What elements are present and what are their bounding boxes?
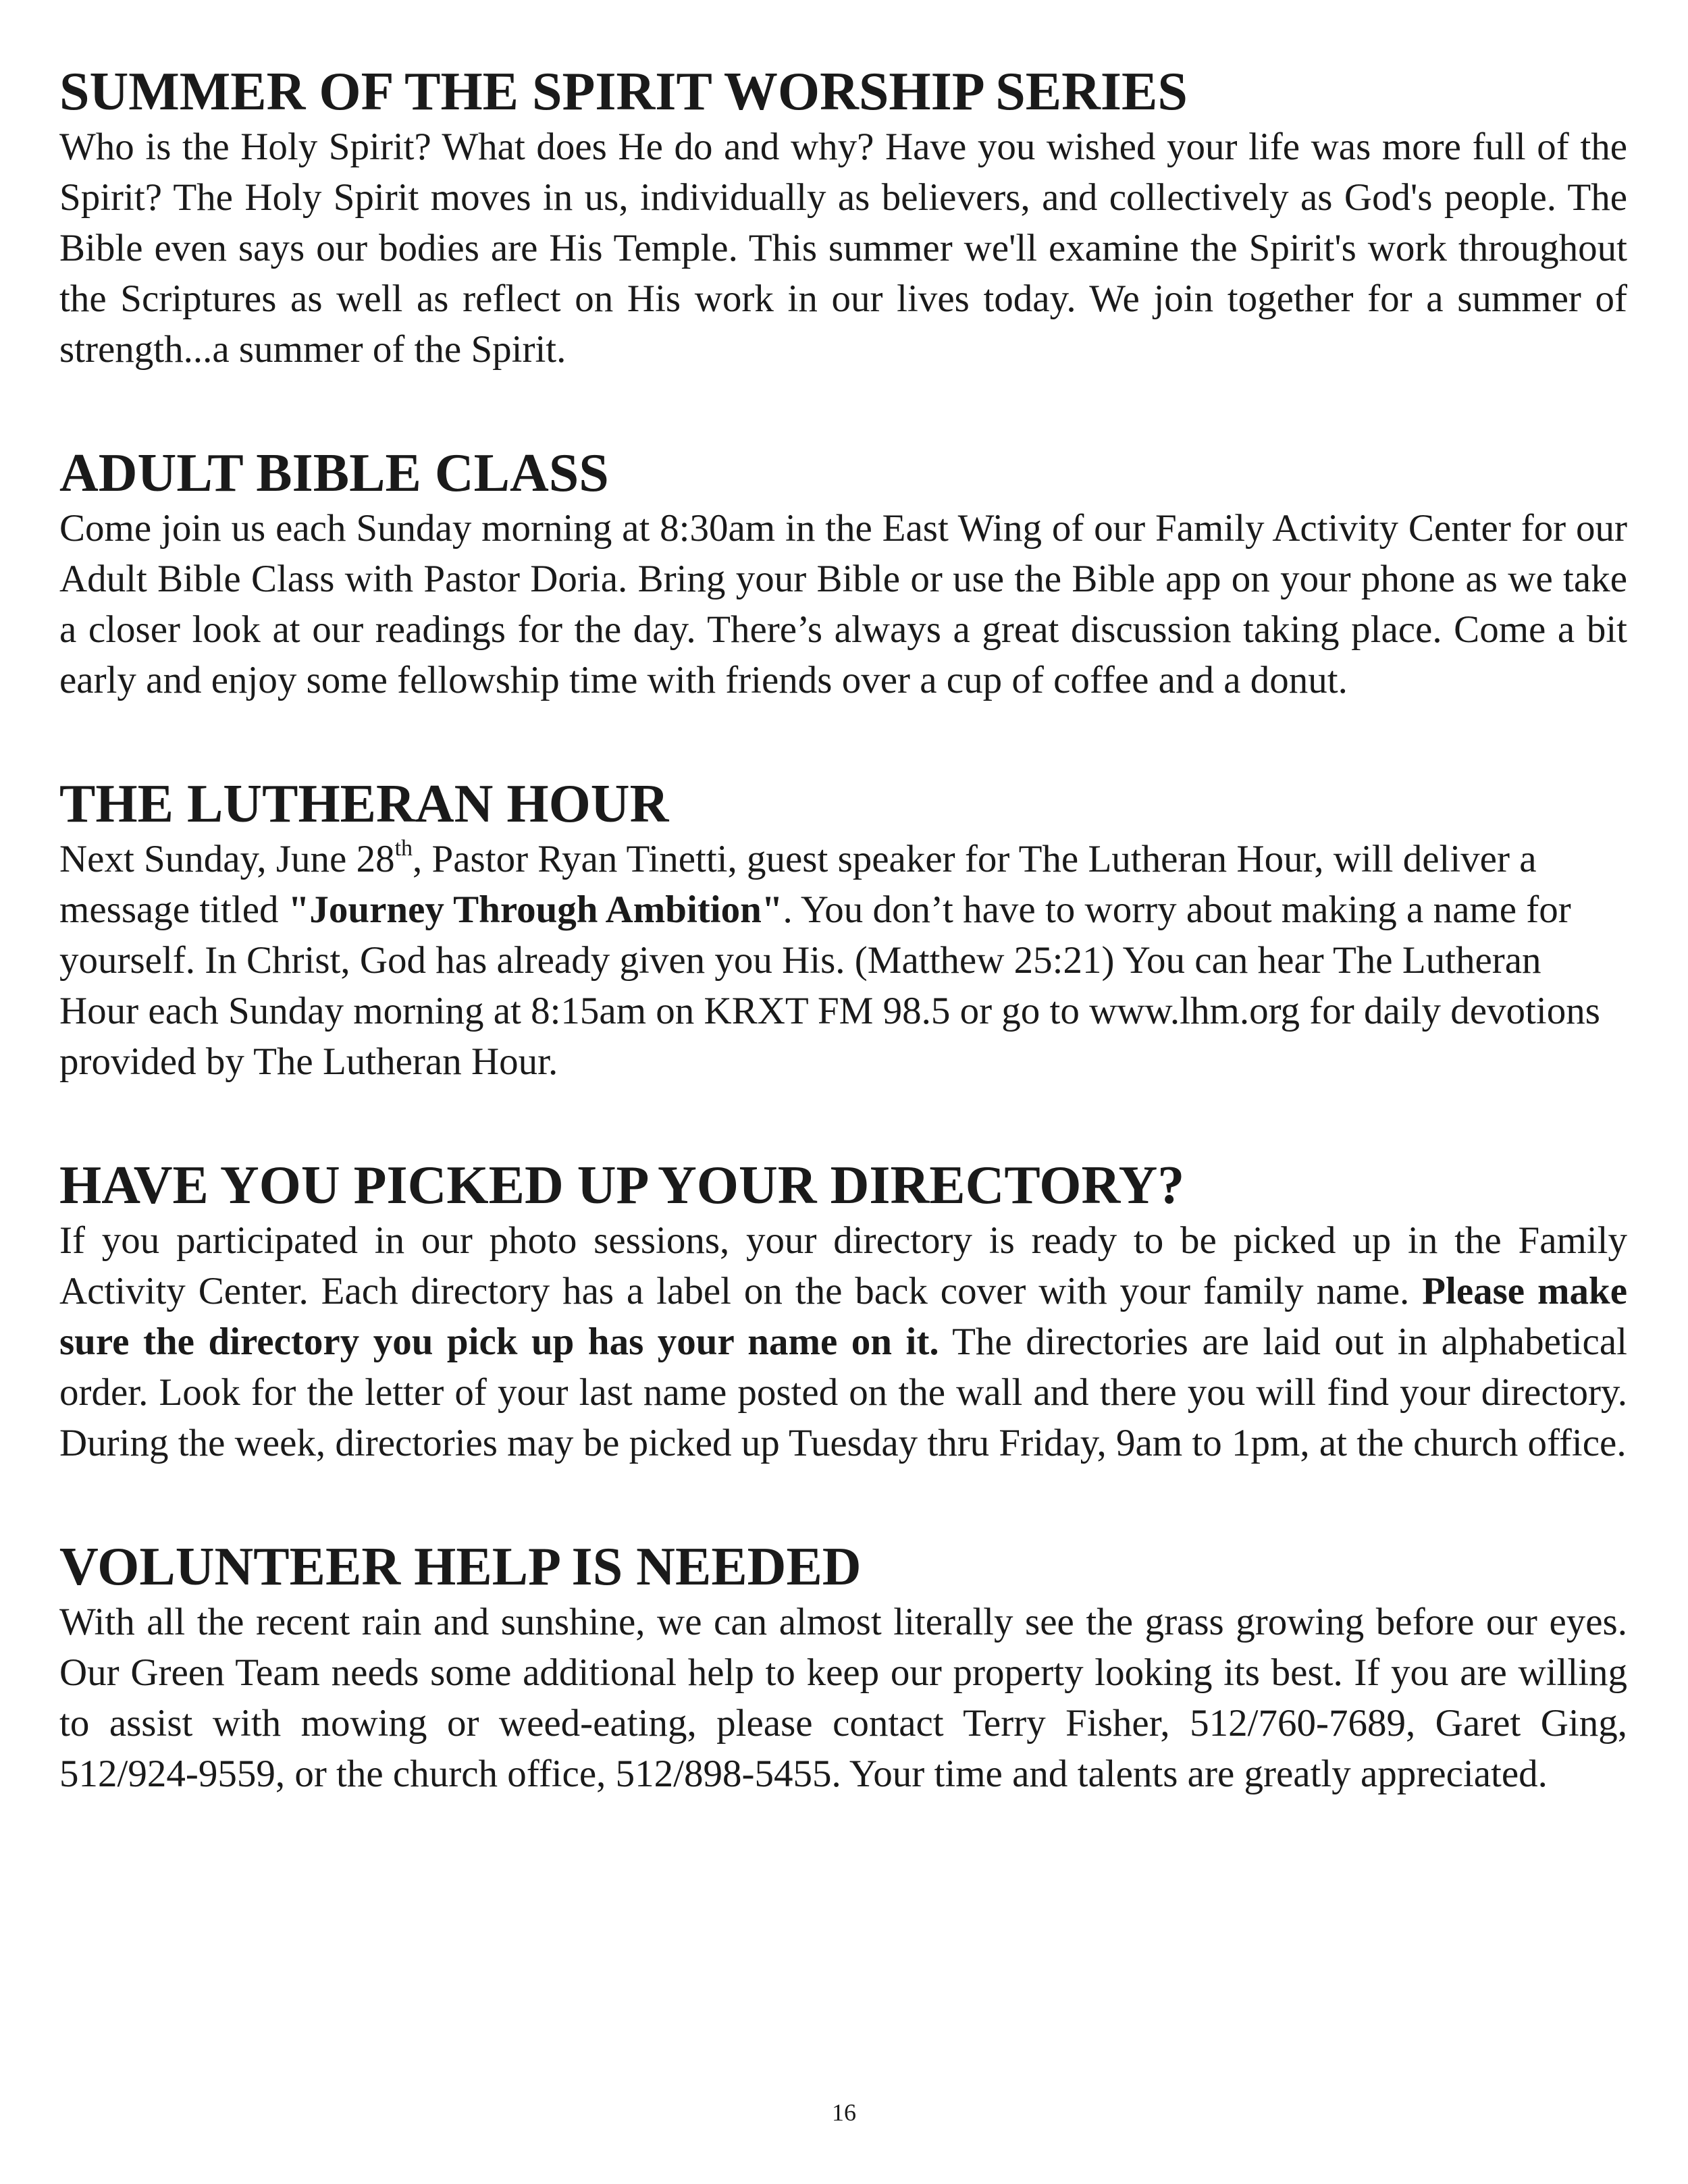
body-text: The directories are laid out in alphabetical order. Look for the letter of your last name posted on the wall and there you will find your directory. During the week, directories may be picked up Tuesday thru Friday, 9am to 1pm, at the church office.	[59, 1321, 1627, 1464]
section-body: Who is the Holy Spirit? What does He do and why? Have you wished your life was more full of the Spirit? The Holy Spirit moves in us, individually as believers, and collectively as God's people. The Bible even says our bodies are His Temple. This summer we'll examine the Spirit's work throughout the Scriptures as well as reflect on His work in our lives today. We join together for a summer of strength...a summer of the Spirit.	[59, 126, 1627, 371]
body-text: Next Sunday, June 28	[59, 838, 395, 880]
section-heading: ADULT BIBLE CLASS	[59, 444, 609, 503]
section-body	[59, 1215, 1627, 1468]
section-heading: VOLUNTEER HELP IS NEEDED	[59, 1537, 862, 1597]
bulletin-page	[59, 62, 1627, 1868]
page-number: 16	[832, 2099, 856, 2126]
section-heading: THE LUTHERAN HOUR	[59, 774, 669, 834]
section-volunteer-help	[59, 1537, 1627, 1799]
section-heading: HAVE YOU PICKED UP YOUR DIRECTORY?	[59, 1156, 1185, 1215]
section-body: With all the recent rain and sunshine, we can almost literally see the grass growing before our eyes. Our Green Team needs some additional help to keep our property looking its best. If you are willing to assist with mowing or weed-eating, please contact Terry Fisher, 512/760-7689, Garet Ging, 512/924-9559, or the church office, 512/898-5455. Your time and talents are greatly appreciated.	[59, 1601, 1627, 1795]
body-text: If you participated in our photo sessions, your directory is ready to be picked up in the Family Activity Center. Each directory has a label on the back cover with your family name.	[59, 1219, 1627, 1312]
message-title: "Journey Through Ambition"	[288, 888, 783, 931]
body-text: . You don’t have to worry about making a name for yourself. In Christ, God has already given you His. (Matthew 25:21) You can hear The Lutheran Hour each Sunday morning at 8:15am on KRXT FM 98.5 or go to www.lhm.org for daily devotions provided by The Lutheran Hour.	[59, 888, 1600, 1083]
section-directory	[59, 1156, 1627, 1468]
section-summer-spirit	[59, 62, 1627, 375]
section-adult-bible-class	[59, 444, 1627, 705]
section-lutheran-hour	[59, 774, 1627, 1087]
important-notice: Please make sure the directory you pick up has your name on it.	[59, 1270, 1627, 1363]
section-body	[59, 834, 1627, 1087]
section-body: Come join us each Sunday morning at 8:30am in the East Wing of our Family Activity Center for our Adult Bible Class with Pastor Doria. Bring your Bible or use the Bible app on your phone as we take a closer look at our readings for the day. There’s always a great discussion taking place. Come a bit early and enjoy some fellowship time with friends over a cup of coffee and a donut.	[59, 507, 1627, 701]
body-text: , Pastor Ryan Tinetti, guest speaker for The Lutheran Hour, will deliver a message titled	[59, 838, 1537, 931]
section-heading: SUMMER OF THE SPIRIT WORSHIP SERIES	[59, 62, 1188, 122]
ordinal-suffix: th	[394, 836, 413, 861]
